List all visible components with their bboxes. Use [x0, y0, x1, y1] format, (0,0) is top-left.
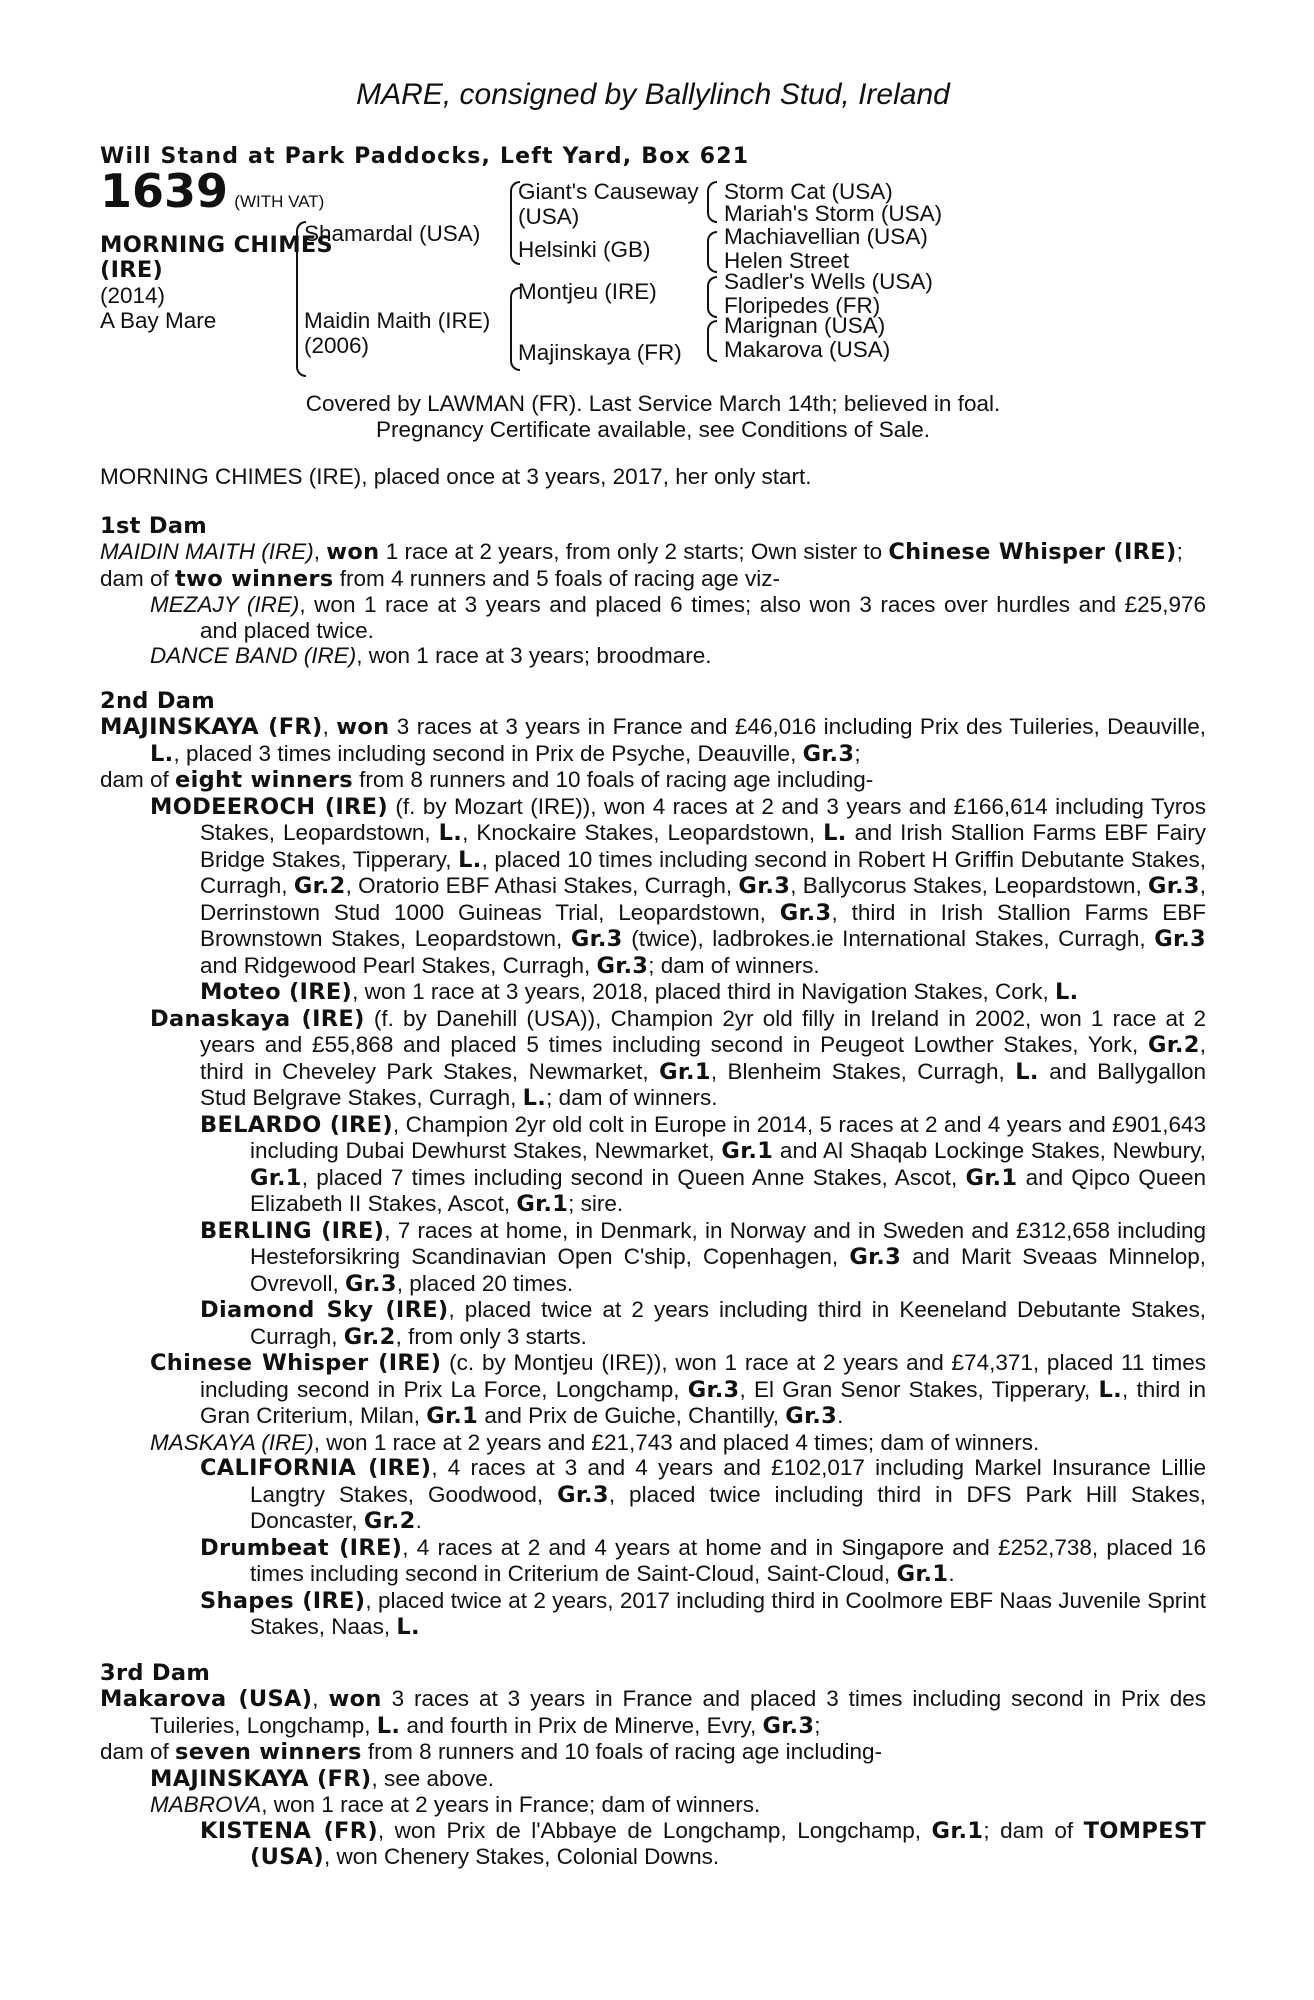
text: , placed twice including third in DFS Park Hill Stakes, Doncaster,	[250, 1481, 1207, 1533]
text: ;	[814, 1712, 821, 1738]
grade: Gr.1	[516, 1191, 569, 1217]
produce-maskaya	[100, 1430, 1206, 1456]
sister-name: Chinese Whisper (IRE)	[888, 539, 1177, 565]
grade: L.	[150, 740, 174, 767]
text: 1 race at 2 years, from only 2 starts; Own sister to	[379, 539, 889, 564]
text: from 4 runners and 5 foals of racing age viz-	[333, 565, 780, 591]
grade: Gr.3	[849, 1244, 902, 1270]
second-dam-title: 2nd Dam	[100, 687, 216, 714]
text: , placed 20 times.	[396, 1270, 574, 1296]
second-dam-produce	[100, 767, 1206, 794]
winners-count: seven winners	[175, 1739, 362, 1765]
horse-name: MAJINSKAYA (FR)	[150, 1765, 372, 1792]
horse-intro: MORNING CHIMES (IRE), placed once at 3 years, 2017, her only start.	[100, 464, 812, 489]
grade: Gr.3	[785, 1403, 838, 1429]
text: dam of	[100, 565, 176, 591]
dam-dam: Majinskaya (FR)	[518, 340, 682, 365]
covered-by: Covered by LAWMAN (FR). Last Service March 14th; believed in foal.	[305, 391, 1001, 416]
horse-name: MASKAYA (IRE)	[150, 1429, 314, 1455]
text: , Ballycorus Stakes, Leopardstown,	[790, 873, 1148, 898]
text: , won 1 race at 2 years and £21,743 and placed 4 times; dam of winners.	[313, 1429, 1040, 1455]
text: ; dam of winners.	[546, 1085, 718, 1110]
text: ; dam of	[983, 1817, 1084, 1843]
first-dam-produce	[100, 566, 1206, 593]
text: ; sire.	[568, 1191, 624, 1216]
gg-7: Marignan (USA)	[724, 313, 886, 338]
text: .	[837, 1403, 844, 1428]
text: and Prix de Guiche, Chantilly,	[478, 1403, 786, 1428]
gg-2: Mariah's Storm (USA)	[724, 201, 943, 226]
text: , won 1 race at 3 years; broodmare.	[356, 643, 712, 668]
grade: Gr.3	[557, 1481, 609, 1508]
pedigree-table	[100, 164, 1206, 391]
text: , 4 races at 3 and 4 years and £102,017 including Markel Insurance Lillie Langtry Stakes, Goodwood,	[250, 1455, 1206, 1507]
text: from 8 runners and 10 foals of racing age including-	[361, 1739, 882, 1764]
first-dam-section	[100, 514, 1206, 669]
horse-name: Moteo (IRE)	[200, 979, 353, 1005]
horse-name: MEZAJY (IRE)	[150, 592, 300, 617]
produce-drumbeat	[100, 1535, 1206, 1588]
horse-name: Drumbeat (IRE)	[200, 1534, 403, 1561]
sire: Shamardal (USA)	[304, 221, 481, 246]
text: and Marit Sveaas Minnelop, Ovrevoll,	[250, 1244, 1206, 1296]
grade: Gr.1	[965, 1164, 1018, 1191]
horse-desc: A Bay Mare	[100, 308, 217, 333]
text: and Qipco Queen Elizabeth II Stakes, Ascot,	[250, 1164, 1206, 1216]
text: , placed twice at 2 years, 2017 including third in Coolmore EBF Naas Juvenile Sprint Stakes, Naas,	[250, 1587, 1206, 1639]
dam-year: (2006)	[304, 333, 370, 358]
grade: L.	[1015, 1058, 1039, 1085]
winners-count: two winners	[175, 565, 334, 592]
produce-danaskaya	[100, 1006, 1206, 1112]
gg-6: Floripedes (FR)	[724, 293, 881, 318]
grade: Gr.1	[896, 1561, 949, 1587]
text: , Blenheim Stakes, Curragh,	[710, 1058, 1016, 1084]
stand-location: Will Stand at Park Paddocks, Left Yard, Box 621	[100, 143, 750, 169]
grade: L.	[458, 846, 482, 873]
produce-mezajy	[100, 592, 1206, 643]
grade: Gr.3	[596, 952, 649, 979]
horse-name: BERLING (IRE)	[200, 1217, 385, 1244]
dam: Maidin Maith (IRE)	[304, 308, 491, 333]
second-dam-name: MAJINSKAYA (FR)	[100, 714, 323, 740]
grade: Gr.3	[1154, 926, 1206, 952]
text: and Ridgewood Pearl Stakes, Curragh,	[200, 952, 597, 978]
grade: Gr.1	[426, 1403, 479, 1429]
text: .	[948, 1561, 955, 1586]
text: and Al Shaqab Lockinge Stakes, Newbury,	[773, 1138, 1206, 1163]
sire-sire: Giant's Causeway	[518, 179, 699, 204]
grade: L.	[376, 1712, 401, 1739]
text: and Irish Stallion Farms EBF Fairy Bridge Stakes, Tipperary,	[200, 820, 1206, 872]
grade: Gr.3	[779, 899, 832, 926]
won-label: won	[326, 539, 380, 565]
grade: L.	[396, 1614, 420, 1640]
first-dam-name: MAIDIN MAITH (IRE)	[100, 539, 314, 564]
text: , placed 10 times including second in Robert H Griffin Debutante Stakes, Curragh,	[200, 846, 1207, 898]
text: , won 1 race at 2 years in France; dam of winners.	[261, 1792, 761, 1817]
brace-4	[707, 181, 717, 223]
grade: Gr.3	[762, 1712, 815, 1739]
produce-berling	[100, 1218, 1206, 1298]
horse-name: DANCE BAND (IRE)	[150, 643, 357, 668]
text: , third in Cheveley Park Stakes, Newmarket,	[200, 1032, 1206, 1084]
text: (c. by Montjeu (IRE)), won 1 race at 2 years and £74,371, placed 11 times including second in Prix La Force, Longchamp,	[200, 1350, 1206, 1402]
text: , from only 3 starts.	[395, 1323, 587, 1349]
first-dam-text: MAIDIN MAITH (IRE), won 1 race at 2 years, from only 2 starts; Own sister to Chinese Whisper (IRE);	[100, 539, 1183, 565]
grade: Gr.3	[738, 873, 791, 899]
grade: L.	[823, 820, 847, 846]
text: (twice), ladbrokes.ie International Stakes, Curragh,	[622, 926, 1155, 951]
dam-sire: Montjeu (IRE)	[518, 279, 657, 304]
vat-note: (WITH VAT)	[234, 192, 325, 211]
produce-majinskaya	[100, 1766, 1206, 1793]
text: , placed 3 times including second in Prix de Psyche, Deauville,	[173, 740, 803, 766]
horse-name: MODEEROCH (IRE)	[150, 793, 388, 820]
gg-4: Helen Street	[724, 248, 850, 273]
third-dam-section	[100, 1661, 1206, 1871]
grade: Gr.2	[293, 873, 346, 899]
produce-diamond-sky	[100, 1297, 1206, 1350]
gg-3: Machiavellian (USA)	[724, 224, 928, 249]
text: , third in Irish Stallion Farms EBF Brownstown Stakes, Leopardstown,	[200, 899, 1206, 951]
text: , Derrinstown Stud 1000 Guineas Trial, Leopardstown,	[200, 873, 1207, 925]
text: , see above.	[371, 1765, 495, 1791]
text: ;	[1176, 539, 1183, 564]
text: , placed twice at 2 years including third in Keeneland Debutante Stakes, Curragh,	[250, 1297, 1206, 1349]
grade: Gr.1	[659, 1058, 711, 1085]
sire-sire-2: (USA)	[518, 204, 580, 229]
horse-name: Shapes (IRE)	[200, 1587, 366, 1614]
grade: Gr.1	[931, 1817, 984, 1844]
text: and fourth in Prix de Minerve, Evry,	[400, 1712, 763, 1738]
text: , 7 races at home, in Denmark, in Norway and in Sweden and £312,658 including Hesteforsikring Scandinavian Open C'ship, Copenhagen,	[250, 1217, 1207, 1269]
produce-moteo	[100, 979, 1206, 1006]
horse-name: BELARDO (IRE)	[200, 1111, 393, 1138]
winners-count: eight winners	[175, 767, 353, 793]
grade: Gr.3	[802, 740, 855, 767]
grade: Gr.1	[250, 1164, 302, 1191]
horse-name: MABROVA	[150, 1792, 262, 1817]
text: (f. by Mozart (IRE)), won 4 races at 2 and 3 years and £166,614 including Tyros Stakes, Leopardstown,	[200, 793, 1206, 845]
horse-name: TOMPEST (USA)	[250, 1817, 1206, 1870]
grade: Gr.3	[345, 1270, 397, 1297]
gg-5: Sadler's Wells (USA)	[724, 269, 933, 294]
text: ; dam of winners.	[648, 952, 820, 978]
produce-mabrova	[100, 1792, 1206, 1818]
second-dam-text: MAJINSKAYA (FR), won 3 races at 3 years in France and £46,016 including Prix des Tuileries, Deauville, L., placed 3 times including second in Prix de Psyche, Deauville, Gr.3;	[100, 714, 1206, 767]
grade: Gr.2	[363, 1508, 416, 1534]
grade: Gr.3	[687, 1376, 740, 1403]
pregnancy-note: Pregnancy Certificate available, see Conditions of Sale.	[375, 416, 931, 442]
horse-name: Diamond Sky (IRE)	[200, 1297, 449, 1323]
produce-chinese-whisper	[100, 1350, 1206, 1430]
grade: Gr.2	[343, 1323, 396, 1350]
grade: Gr.2	[1147, 1032, 1200, 1058]
brace-5	[707, 231, 717, 273]
text: , won Prix de l'Abbaye de Longchamp, Longchamp,	[377, 1817, 932, 1843]
first-dam-title: 1st Dam	[100, 512, 208, 539]
sire-dam: Helsinki (GB)	[518, 237, 651, 262]
text: from 8 runners and 10 foals of racing age including-	[352, 767, 874, 792]
lot-number: 1639	[100, 164, 229, 218]
produce-shapes	[100, 1588, 1206, 1641]
text: , 4 races at 2 and 4 years at home and in Singapore and £252,738, placed 16 times including second in Criterium de Saint-Cloud, Saint-Cloud,	[250, 1534, 1206, 1586]
grade: Gr.3	[570, 926, 623, 952]
horse-name: CALIFORNIA (IRE)	[200, 1455, 432, 1481]
third-dam-text: Makarova (USA), won 3 races at 3 years in France and placed 3 times including second in Prix des Tuileries, Longchamp, L. and fourth in Prix de Minerve, Evry, Gr.3;	[100, 1686, 1206, 1739]
brace-7	[707, 320, 717, 362]
grade: Gr.1	[721, 1138, 774, 1164]
grade: L.	[522, 1085, 547, 1111]
horse-origin: (IRE)	[100, 257, 164, 283]
text: , won 1 race at 3 years, 2018, placed third in Navigation Stakes, Cork,	[352, 979, 1055, 1004]
text: (f. by Danehill (USA)), Champion 2yr old filly in Ireland in 2002, won 1 race at 2 years and £55,868 and placed 5 times including second in Peugeot Lowther Stakes, York,	[200, 1005, 1206, 1057]
produce-modeeroch	[100, 794, 1206, 980]
text: , won Chenery Stakes, Colonial Downs.	[323, 1844, 720, 1869]
produce-kistena	[100, 1818, 1206, 1871]
second-dam-section	[100, 689, 1206, 1641]
text: .	[415, 1508, 422, 1533]
horse-name: KISTENA (FR)	[200, 1817, 378, 1844]
text: and Ballygallon Stud Belgrave Stakes, Curragh,	[200, 1058, 1206, 1110]
catalogue-page	[100, 78, 1207, 1871]
text: , won 1 race at 3 years and placed 6 times; also won 3 races over hurdles and £25,976 and placed twice.	[200, 592, 1206, 643]
produce-dance-band	[100, 643, 1206, 669]
produce-belardo	[100, 1112, 1206, 1218]
third-dam-produce	[100, 1739, 1206, 1766]
brace-6	[707, 276, 717, 318]
text: ;	[854, 740, 861, 766]
text: 3 races at 3 years in France and £46,016 including Prix des Tuileries, Deauville,	[389, 714, 1206, 739]
horse-name: Danaskaya (IRE)	[150, 1005, 365, 1032]
produce-california	[100, 1455, 1206, 1535]
text: , placed 7 times including second in Queen Anne Stakes, Ascot,	[301, 1164, 966, 1190]
won-label: won	[328, 1686, 382, 1712]
horse-name: Chinese Whisper (IRE)	[150, 1350, 442, 1376]
gg-1: Storm Cat (USA)	[724, 179, 893, 204]
grade: L.	[438, 820, 463, 846]
won-label: won	[336, 714, 390, 740]
grade: L.	[1054, 979, 1079, 1005]
horse-name: MORNING CHIMES	[100, 232, 334, 258]
text: , Oratorio EBF Athasi Stakes, Curragh,	[345, 873, 739, 898]
grade: Gr.3	[1147, 873, 1200, 899]
gg-8: Makarova (USA)	[724, 337, 891, 362]
text: , Knockaire Stakes, Leopardstown,	[462, 820, 824, 845]
text: dam of	[100, 1739, 176, 1764]
third-dam-title: 3rd Dam	[100, 1659, 211, 1686]
horse-year: (2014)	[100, 283, 166, 308]
text: , El Gran Senor Stakes, Tipperary,	[739, 1376, 1099, 1402]
grade: L.	[1098, 1376, 1123, 1403]
text: 3 races at 3 years in France and placed 3 times including second in Prix des Tuileries, Longchamp,	[150, 1686, 1206, 1738]
text: , third in Gran Criterium, Milan,	[200, 1376, 1206, 1428]
page-header: MARE, consigned by Ballylinch Stud, Ireland	[356, 78, 950, 111]
lot-number-line	[100, 164, 325, 218]
third-dam-name: Makarova (USA)	[100, 1686, 313, 1712]
text: , Champion 2yr old colt in Europe in 2014, 5 races at 2 and 4 years and £901,643 including Dubai Dewhurst Stakes, Newmarket,	[250, 1111, 1206, 1163]
text: dam of	[100, 767, 176, 792]
